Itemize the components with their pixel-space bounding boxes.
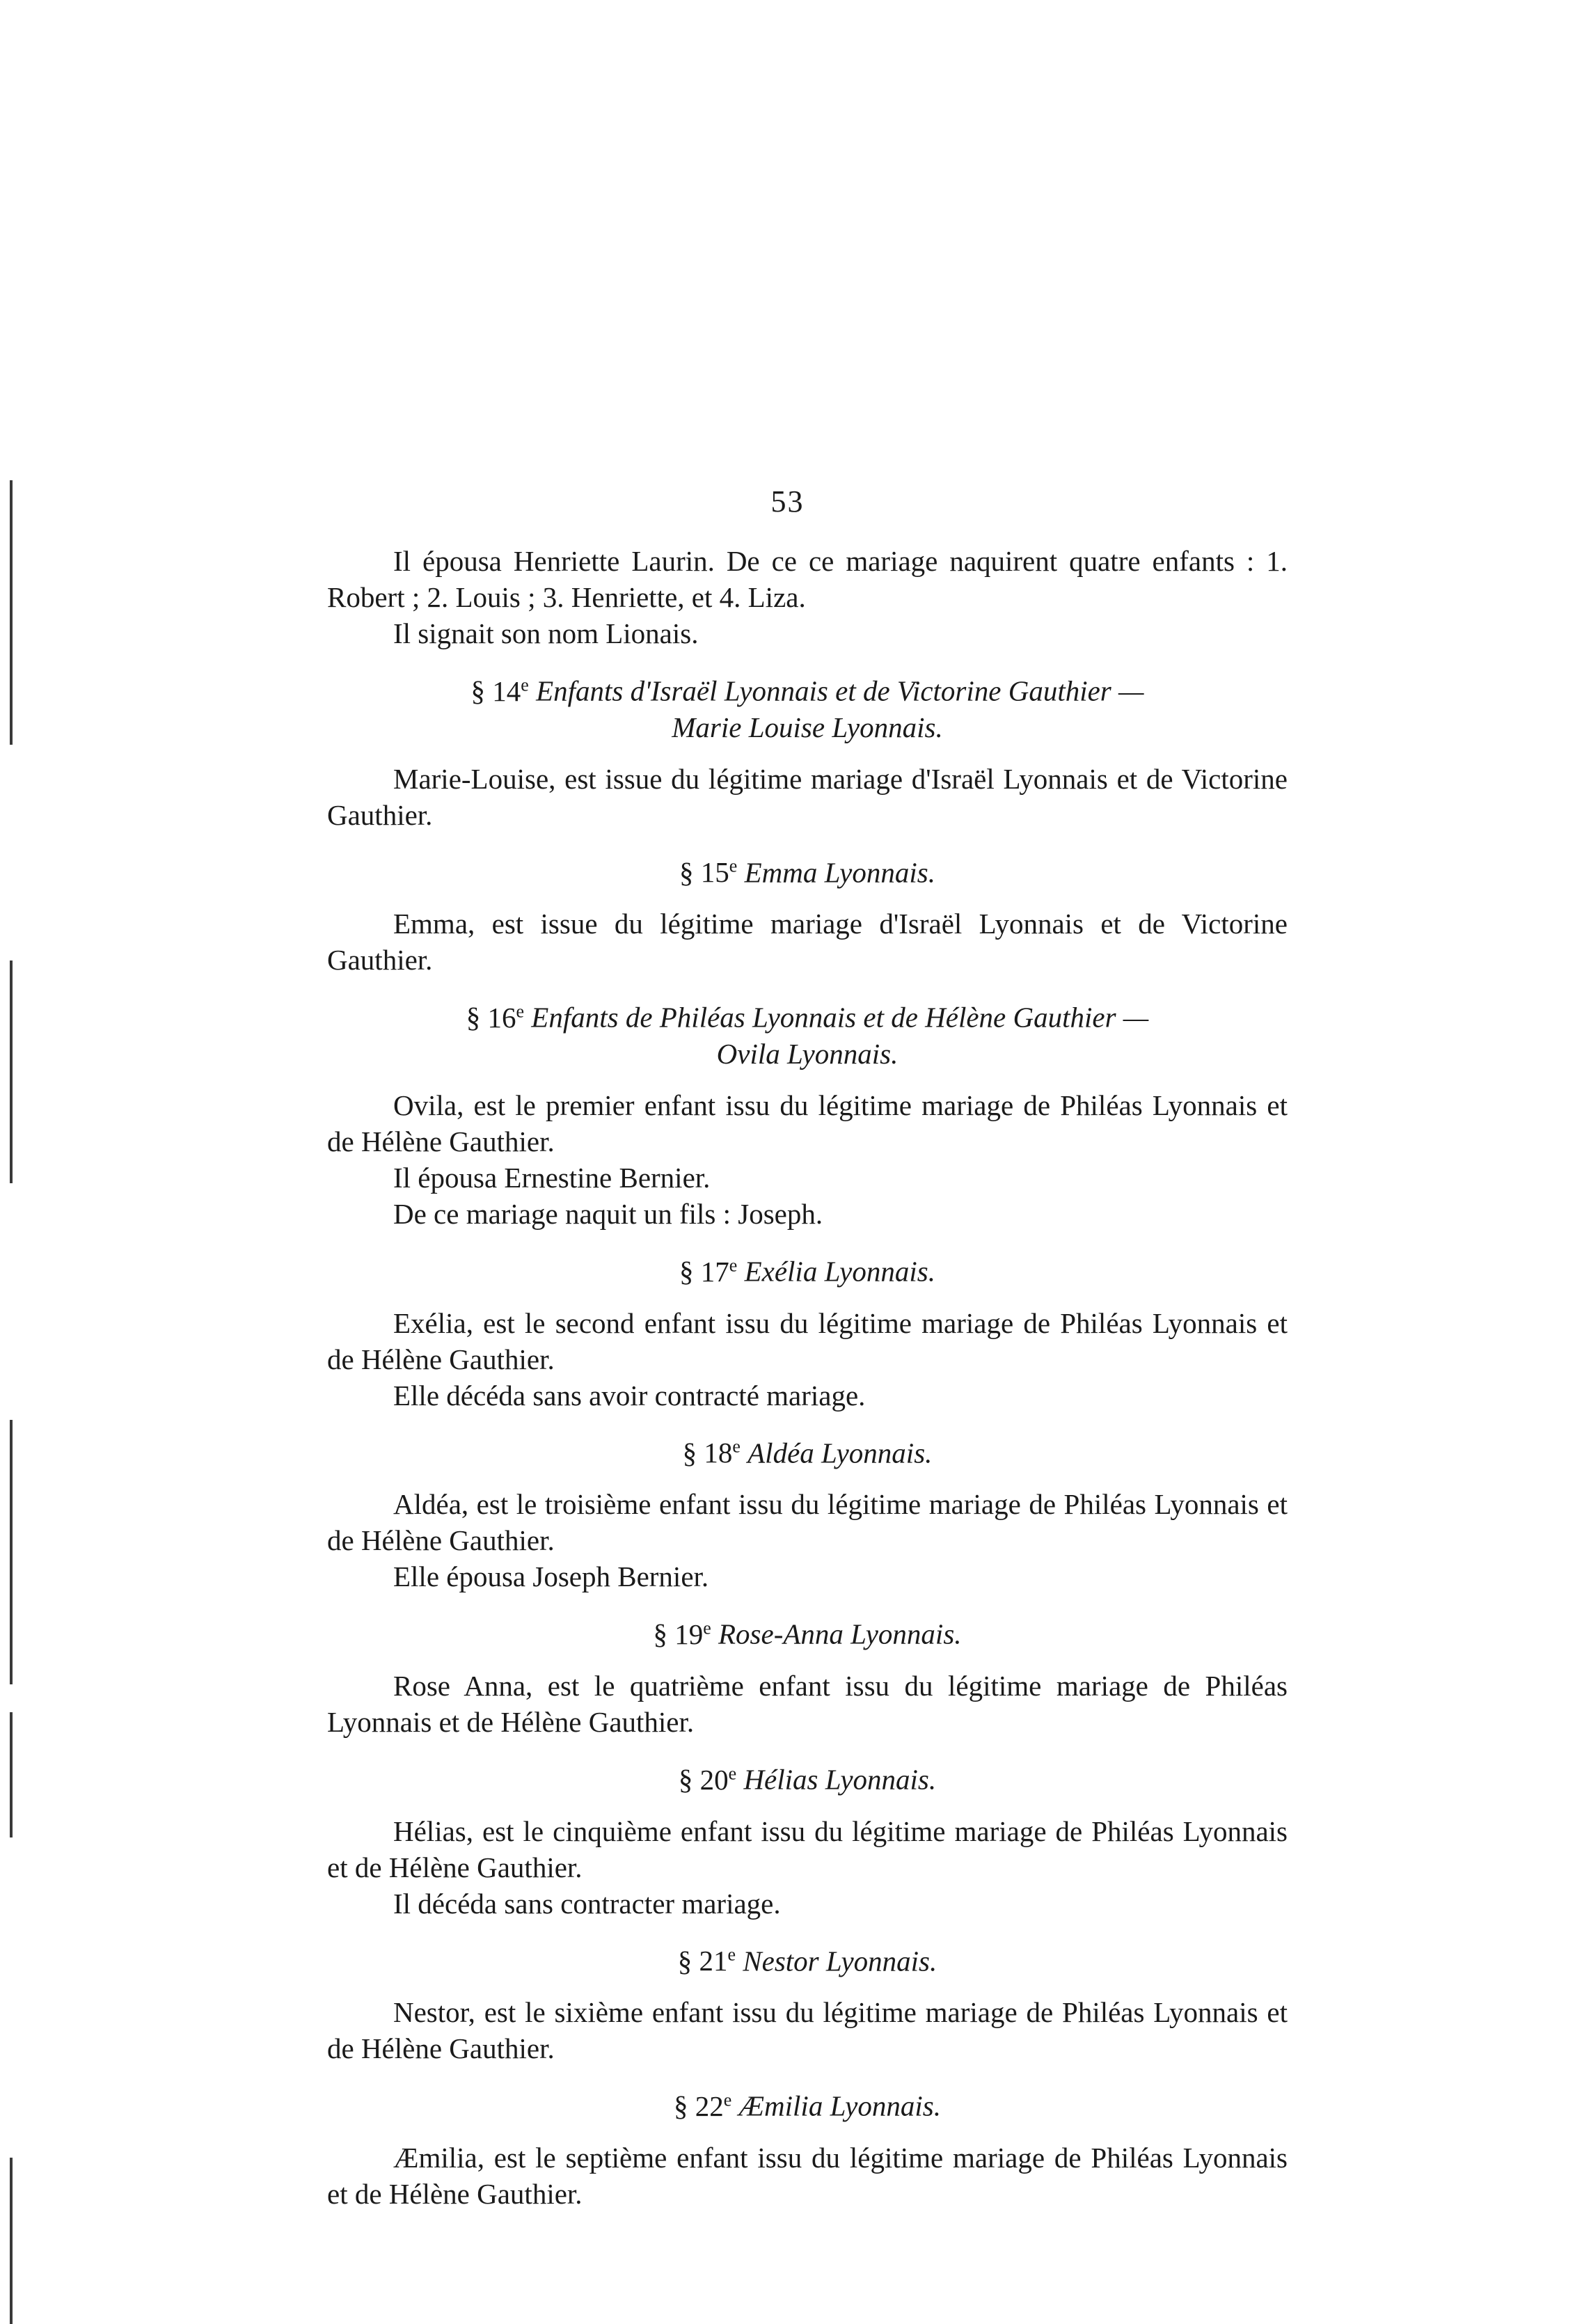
paragraph: Exélia, est le second enfant issu du légitime mariage de Philéas Lyonnais et de Hélène Gauthier. <box>327 1306 1288 1375</box>
paragraph: Emma, est issue du légitime mariage d'Israël Lyonnais et de Victorine Gauthier. <box>327 908 1288 977</box>
paragraph: Aldéa, est le troisième enfant issu du légitime mariage de Philéas Lyonnais et de Hélène Gauthier. <box>327 1488 1288 1557</box>
section-number: 17e <box>700 1254 738 1288</box>
paragraph: Marie-Louise, est issue du légitime mariage d'Israël Lyonnais et de Victorine Gauthier. <box>327 762 1288 831</box>
section-subtitle: Marie Louise Lyonnais. <box>672 711 943 743</box>
scan-gutter-line-3 <box>10 1420 13 1684</box>
section-heading <box>327 993 1288 1072</box>
section-symbol: § <box>466 1001 481 1034</box>
section-symbol: § <box>677 1945 692 1977</box>
text-line: Il épousa Ernestine Bernier. <box>393 1161 711 1194</box>
text-line: De ce mariage naquit un fils : Joseph. <box>393 1197 823 1230</box>
section-title: Hélias Lyonnais. <box>743 1763 937 1796</box>
section-symbol: § <box>470 674 486 707</box>
section-heading <box>327 667 1288 745</box>
page-number: 53 <box>770 484 805 519</box>
section-heading <box>327 1755 1288 1798</box>
section-number: 14e <box>492 674 529 707</box>
scan-gutter-line-2 <box>10 961 13 1183</box>
paragraph: Hélias, est le cinquième enfant issu du légitime mariage de Philéas Lyonnais et de Hélène Gauthier. <box>327 1815 1288 1883</box>
section-number: 21e <box>699 1944 736 1977</box>
paragraph: Il épousa Henriette Laurin. De ce ce mariage naquirent quatre enfants : 1. Robert ; 2. Louis ; 3. Henriette, et 4. Liza. <box>327 545 1288 613</box>
section-title: Aldéa Lyonnais. <box>747 1437 933 1469</box>
section-heading <box>327 1937 1288 1979</box>
scan-gutter-line-4 <box>10 1712 13 1837</box>
section-heading <box>327 1247 1288 1290</box>
section-title: Æmilia Lyonnais. <box>738 2089 941 2122</box>
section-heading <box>327 2082 1288 2124</box>
section-heading <box>327 1610 1288 1652</box>
section-title: Enfants de Philéas Lyonnais et de Hélène Gauthier — <box>531 1001 1149 1034</box>
section-symbol: § <box>682 1437 697 1469</box>
section-symbol: § <box>679 1255 694 1288</box>
section-heading <box>327 1429 1288 1471</box>
section-title: Rose-Anna Lyonnais. <box>718 1618 962 1650</box>
section-number: 19e <box>674 1618 711 1650</box>
paragraph: Rose Anna, est le quatrième enfant issu du légitime mariage de Philéas Lyonnais et de Hélène Gauthier. <box>327 1669 1288 1738</box>
paragraph: Ovila, est le premier enfant issu du légitime mariage de Philéas Lyonnais et de Hélène Gauthier. <box>327 1089 1288 1157</box>
section-title: Enfants d'Israël Lyonnais et de Victorine Gauthier — <box>536 674 1144 707</box>
section-symbol: § <box>674 2089 688 2122</box>
section-symbol: § <box>653 1618 667 1650</box>
paragraph: Nestor, est le sixième enfant issu du légitime mariage de Philéas Lyonnais et de Hélène Gauthier. <box>327 1996 1288 2065</box>
section-number: 22e <box>695 2089 732 2122</box>
section-subtitle: Ovila Lyonnais. <box>716 1037 899 1070</box>
text-line: Elle décéda sans avoir contracté mariage. <box>393 1379 866 1412</box>
section-title: Exélia Lyonnais. <box>744 1255 935 1288</box>
section-heading <box>327 848 1288 891</box>
text-line: Il décéda sans contracter mariage. <box>393 1887 781 1920</box>
section-title: Nestor Lyonnais. <box>743 1945 937 1977</box>
section-number: 20e <box>699 1762 737 1796</box>
section-title: Emma Lyonnais. <box>744 856 935 889</box>
section-number: 15e <box>700 855 738 889</box>
section-number: 16e <box>487 1001 525 1034</box>
section-symbol: § <box>679 856 694 889</box>
scan-gutter-line-5 <box>10 2158 13 2324</box>
text-line: Elle épousa Joseph Bernier. <box>393 1560 709 1593</box>
paragraph: Æmilia, est le septième enfant issu du légitime mariage de Philéas Lyonnais et de Hélène Gauthier. <box>327 2141 1288 2210</box>
document-body <box>327 543 1288 2212</box>
scan-gutter-line-1 <box>10 480 13 745</box>
text-line: Il signait son nom Lionais. <box>393 617 699 649</box>
section-number: 18e <box>704 1436 741 1469</box>
section-symbol: § <box>678 1763 693 1796</box>
